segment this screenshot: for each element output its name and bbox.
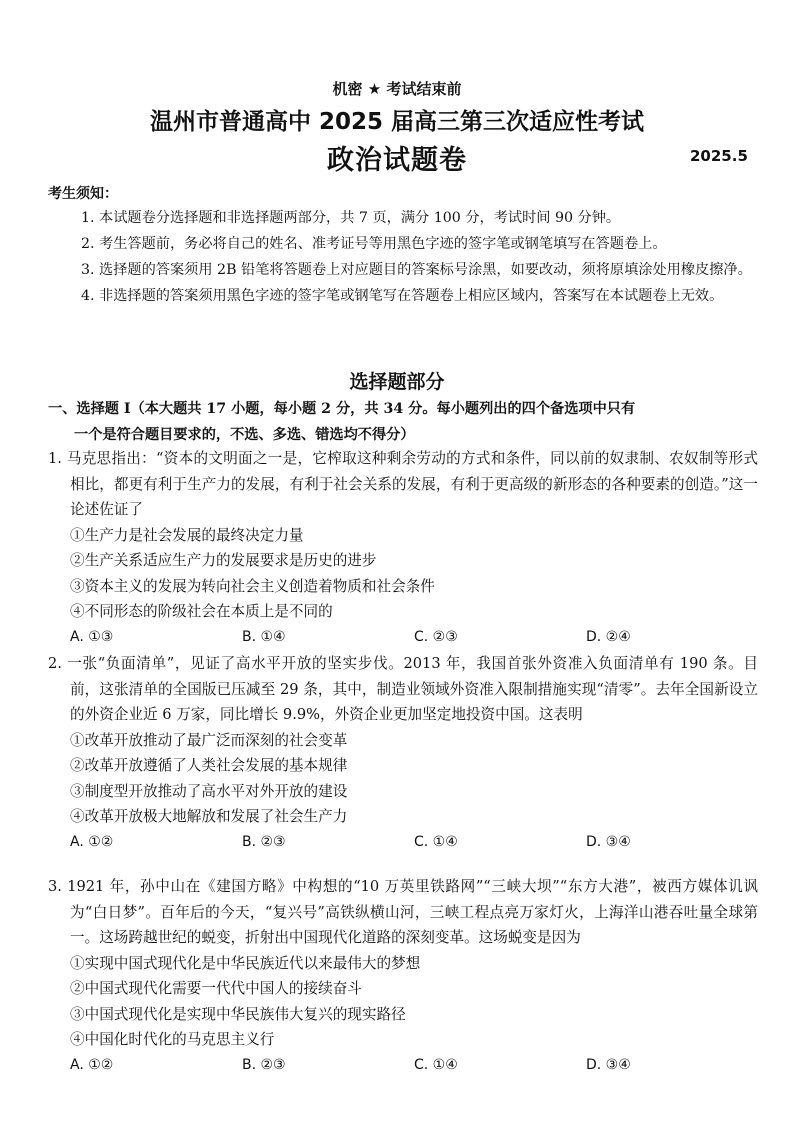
answer-choices: [48, 625, 758, 651]
answer-choice: D. ②④: [586, 628, 631, 645]
answer-choices: [48, 830, 758, 856]
answer-choice: C. ①④: [414, 833, 458, 850]
answer-choice: D. ③④: [586, 833, 631, 850]
question-2: [48, 651, 758, 855]
question-3: [48, 874, 758, 1078]
exam-date: 2025.5: [690, 147, 748, 165]
paper-subtitle: 政治试题卷: [327, 145, 467, 176]
statement-option: ④中国化时代化的马克思主义行: [70, 1031, 275, 1048]
statement-option: ②改革开放遵循了人类社会发展的基本规律: [70, 757, 348, 774]
answer-choice: B. ②③: [242, 833, 286, 850]
question-stem: 3. 1921 年，孙中山在《建国方略》中构想的“10 万英里铁路网”“三峡大坝”“东方大港”，被西方媒体讥讽为“白日梦”。百年后的今天，“复兴号”高铁纵横山河，三峡工程点亮万家灯火，上海洋山港吞吐量全球第一。这场跨越世纪的蜕变，折射出中国现代化道路的深刻变革。这场蜕变是因为: [48, 878, 758, 946]
question-stem: 1. 马克思指出：“资本的文明面之一是，它榨取这种剩余劳动的方式和条件，同以前的奴隶制、农奴制等形式相比，都更有利于生产力的发展，有利于社会关系的发展，有利于更高级的新形态的各种要素的创造。”这一论述佐证了: [48, 450, 758, 518]
exam-title: 温州市普通高中 2025 届高三第三次适应性考试: [149, 109, 645, 135]
notice-item: 2. 考生答题前，务必将自己的姓名、准考证号等用黑色字迹的签字笔或钢笔填写在答题卷上。: [81, 236, 667, 252]
answer-choice: A. ①③: [70, 628, 114, 645]
notice-heading: 考生须知：: [48, 186, 118, 202]
statement-option: ①改革开放推动了最广泛而深刻的社会变革: [70, 731, 348, 749]
statement-option: ①实现中国式现代化是中华民族近代以来最伟大的梦想: [70, 954, 421, 972]
answer-choice: A. ①②: [70, 833, 114, 850]
statement-option: ②生产关系适应生产力的发展要求是历史的进步: [70, 552, 377, 569]
notice-item: 4. 非选择题的答案须用黑色字迹的签字笔或钢笔写在答题卷上相应区域内，答案写在本试题卷上无效。: [81, 288, 724, 304]
statement-option: ③资本主义的发展为转向社会主义创造着物质和社会条件: [70, 577, 435, 595]
section-instruction: [48, 396, 758, 448]
question-stem: 2. 一张“负面清单”，见证了高水平开放的坚实步伐。2013 年，我国首张外资准入负面清单有 190 条。目前，这张清单的全国版已压减至 29 条，其中，制造业领域外资准入限制措施实现“清零”。去年全国新设立的外资企业近 6 万家，同比增长 9.9%，外资企业更加坚定地投资中国。这表明: [48, 655, 758, 723]
statement-option: ③中国式现代化是实现中华民族伟大复兴的现实路径: [70, 1005, 406, 1023]
notice-list: [48, 205, 753, 309]
answer-choice: C. ①④: [414, 1056, 458, 1073]
answer-choice: C. ②③: [414, 628, 458, 645]
statement-option: ③制度型开放推动了高水平对外开放的建设: [70, 782, 348, 800]
statement-option: ④改革开放极大地解放和发展了社会生产力: [70, 808, 348, 825]
answer-choices: [48, 1053, 758, 1079]
answer-choice: D. ③④: [586, 1056, 631, 1073]
statement-option: ②中国式现代化需要一代代中国人的接续奋斗: [70, 980, 362, 997]
instruction-line: 一、选择题 I（本大题共 17 小题，每小题 2 分，共 34 分。每小题列出的四个备选项中只有: [48, 401, 636, 417]
notice-item: 1. 本试题卷分选择题和非选择题两部分，共 7 页，满分 100 分，考试时间 90 分钟。: [81, 210, 621, 226]
answer-choice: B. ①④: [242, 628, 286, 645]
answer-choice: B. ②③: [242, 1056, 286, 1073]
statement-option: ④不同形态的阶级社会在本质上是不同的: [70, 603, 333, 620]
notice-item: 3. 选择题的答案须用 2B 铅笔将答题卷上对应题目的答案标号涂黑，如要改动，须将原填涂处用橡皮擦净。: [81, 262, 752, 278]
statement-option: ①生产力是社会发展的最终决定力量: [70, 526, 304, 544]
section-title: 选择题部分: [349, 371, 445, 393]
instruction-line: 一个是符合题目要求的，不选、多选、错选均不得分）: [74, 427, 415, 443]
answer-choice: A. ①②: [70, 1056, 114, 1073]
confidential-label: 机密 ★ 考试结束前: [332, 80, 462, 98]
question-1: [48, 446, 758, 650]
